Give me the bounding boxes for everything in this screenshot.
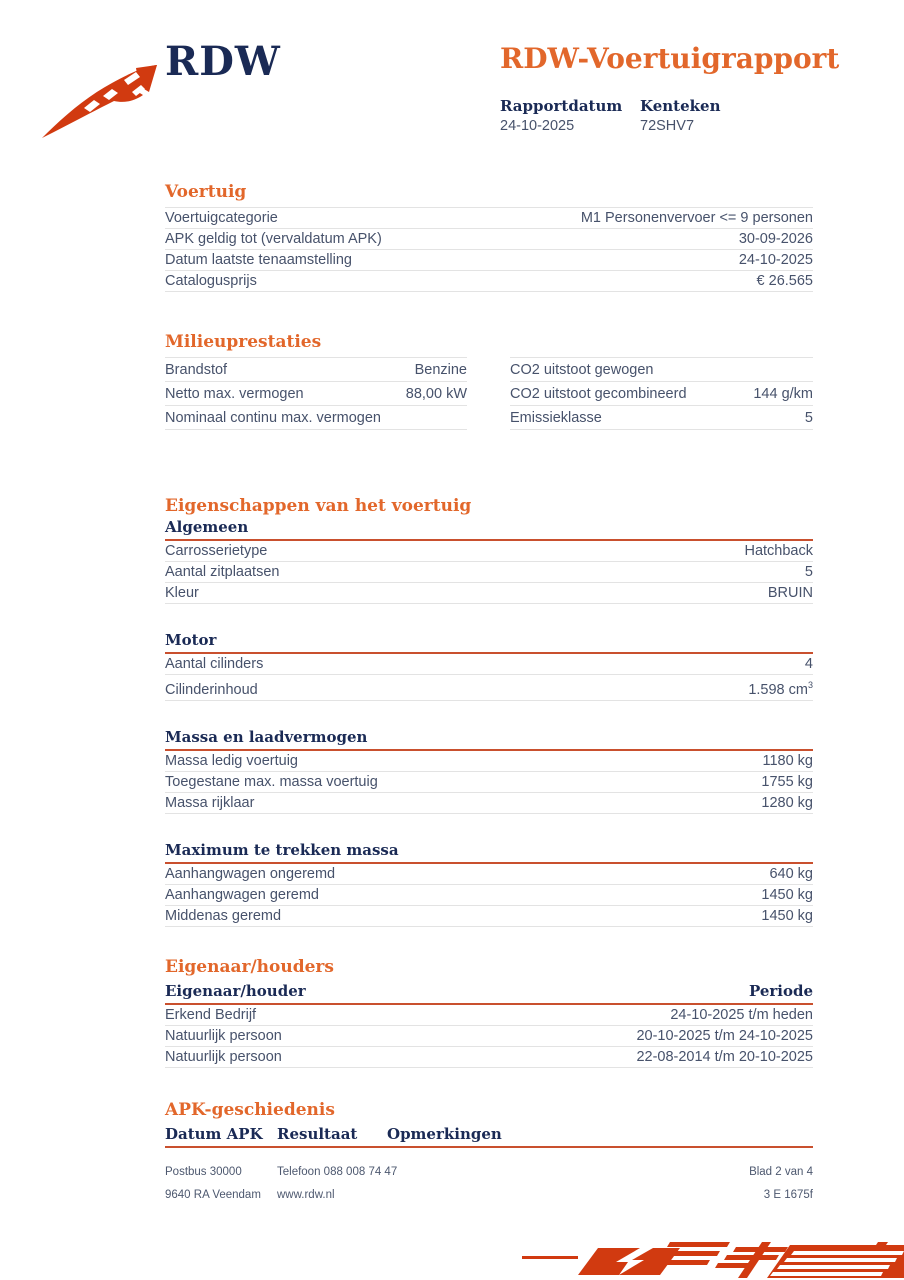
row-label: Datum laatste tenaamstelling	[165, 252, 352, 268]
row-value: 1280 kg	[761, 794, 813, 811]
subsection-motor	[165, 631, 813, 701]
report-date-label: Rapportdatum	[500, 97, 623, 115]
table-row	[165, 675, 813, 701]
subsection-title: Maximum te trekken massa	[165, 841, 813, 864]
speed-lines-graphic	[522, 1238, 904, 1278]
footer-phone: Telefoon 088 008 74 47	[277, 1166, 398, 1178]
row-label: Catalogusprijs	[165, 273, 257, 289]
row-label: Netto max. vermogen	[165, 385, 304, 402]
milieu-left-table	[165, 357, 467, 430]
page-footer	[165, 1166, 813, 1212]
table-row	[165, 541, 813, 562]
row-value: Benzine	[414, 361, 467, 378]
row-label: Aantal cilinders	[165, 656, 264, 672]
row-value: M1 Personenvervoer <= 9 personen	[580, 210, 813, 226]
row-label: Middenas geremd	[165, 907, 282, 924]
section-heading-eigenschappen: Eigenschappen van het voertuig	[165, 496, 472, 516]
row-value: 30-09-2026	[738, 231, 813, 247]
row-label: CO2 uitstoot gecombineerd	[510, 385, 687, 402]
footer-address-line2: 9640 RA Veendam	[165, 1189, 261, 1201]
row-label: Cilinderinhoud	[165, 681, 258, 698]
row-label: Natuurlijk persoon	[165, 1027, 282, 1044]
superscript: 3	[807, 680, 813, 690]
footer-form-code: 3 E 1675f	[763, 1189, 813, 1201]
table-row	[165, 229, 813, 250]
subsection-title: Algemeen	[165, 518, 813, 541]
rdw-feather-logo-icon	[40, 52, 158, 140]
section-milieuprestaties	[165, 332, 813, 430]
row-label: Aanhangwagen ongeremd	[165, 865, 336, 882]
milieu-columns	[165, 357, 813, 430]
row-label: Aantal zitplaatsen	[165, 564, 280, 580]
row-label: Toegestane max. massa voertuig	[165, 773, 378, 790]
footer-website: www.rdw.nl	[277, 1189, 335, 1201]
table-row	[165, 1005, 813, 1026]
column-header-period: Periode	[748, 981, 813, 1000]
row-label: Kleur	[165, 585, 199, 601]
table-row	[165, 357, 467, 382]
subsection-algemeen	[165, 518, 813, 604]
row-value: 24-10-2025	[738, 252, 813, 268]
algemeen-table	[165, 541, 813, 604]
table-row	[165, 793, 813, 814]
table-row	[165, 250, 813, 271]
kenteken-label: Kenteken	[640, 97, 721, 115]
row-label: Erkend Bedrijf	[165, 1006, 257, 1023]
table-row	[165, 772, 813, 793]
table-row	[165, 583, 813, 604]
row-label: APK geldig tot (vervaldatum APK)	[165, 231, 382, 247]
table-row	[165, 654, 813, 675]
row-value: 24-10-2025 t/m heden	[670, 1006, 813, 1023]
section-heading-apk: APK-geschiedenis	[165, 1099, 335, 1120]
section-eigenaar	[165, 957, 813, 1068]
footer-page-number: Blad 2 van 4	[749, 1166, 813, 1178]
kenteken-value: 72SHV7	[640, 118, 695, 134]
subsection-title: Massa en laadvermogen	[165, 728, 813, 751]
row-value: 1180 kg	[762, 752, 813, 769]
massa-table	[165, 751, 813, 814]
section-apk	[165, 1100, 813, 1148]
section-voertuig	[165, 182, 813, 292]
footer-line-2	[165, 1189, 813, 1201]
row-label: Massa ledig voertuig	[165, 752, 298, 769]
motor-table	[165, 654, 813, 701]
report-date-value: 24-10-2025	[500, 118, 575, 134]
row-label: CO2 uitstoot gewogen	[510, 361, 654, 378]
apk-table-header	[165, 1125, 813, 1148]
row-value: 1.598 $cm^3$	[748, 680, 813, 698]
page-title: RDW-Voertuigrapport	[500, 42, 840, 75]
voertuig-table	[165, 207, 813, 292]
row-label: Carrosserietype	[165, 543, 268, 559]
row-label: Emissieklasse	[510, 409, 602, 426]
row-label: Massa rijklaar	[165, 794, 255, 811]
eigenaar-table-header	[165, 982, 813, 1005]
column-header-resultaat: Resultaat	[277, 1124, 358, 1143]
column-header-owner: Eigenaar/houder	[165, 981, 306, 1000]
subsection-massa	[165, 728, 813, 814]
table-row	[165, 1047, 813, 1068]
table-row	[165, 751, 813, 772]
row-value: 640 kg	[769, 865, 813, 882]
row-value: 1755 kg	[761, 773, 813, 790]
table-row	[165, 207, 813, 229]
milieu-right-table	[510, 357, 813, 430]
table-row	[510, 382, 813, 406]
trekken-table	[165, 864, 813, 927]
section-heading-voertuig: Voertuig	[165, 182, 247, 202]
table-row	[510, 406, 813, 430]
column-header-datum-apk: Datum APK	[165, 1124, 263, 1143]
row-value: 4	[804, 656, 813, 672]
row-label: Voertuigcategorie	[165, 210, 278, 226]
table-row	[165, 382, 467, 406]
table-row	[510, 357, 813, 382]
subsection-trekken	[165, 841, 813, 927]
table-row	[165, 406, 467, 430]
subsection-title: Motor	[165, 631, 813, 654]
footer-line-1	[165, 1166, 813, 1178]
row-label: Natuurlijk persoon	[165, 1048, 282, 1065]
row-value: 22-08-2014 t/m 20-10-2025	[636, 1048, 813, 1065]
column-header-opmerkingen: Opmerkingen	[387, 1124, 502, 1143]
row-label: Nominaal continu max. vermogen	[165, 409, 381, 426]
table-row	[165, 885, 813, 906]
row-value: BRUIN	[767, 585, 813, 601]
row-label: Aanhangwagen geremd	[165, 886, 319, 903]
table-row	[165, 864, 813, 885]
section-heading-milieuprestaties: Milieuprestaties	[165, 332, 322, 352]
table-row	[165, 906, 813, 927]
row-value: 144 g/km	[753, 385, 813, 402]
report-body	[165, 182, 813, 1148]
table-row	[165, 1026, 813, 1047]
row-value: 1450 kg	[761, 907, 813, 924]
footer-address-line1: Postbus 30000	[165, 1166, 242, 1178]
row-value: 1450 kg	[761, 886, 813, 903]
row-value: 5	[804, 409, 813, 426]
row-label: Brandstof	[165, 361, 228, 378]
row-value: Hatchback	[744, 543, 813, 559]
section-heading-eigenaar: Eigenaar/houders	[165, 956, 334, 977]
section-eigenschappen	[165, 496, 813, 927]
table-row	[165, 562, 813, 583]
eigenaar-table	[165, 1005, 813, 1068]
row-value: 5	[804, 564, 813, 580]
row-value: 20-10-2025 t/m 24-10-2025	[636, 1027, 813, 1044]
table-row	[165, 271, 813, 292]
row-value: € 26.565	[756, 273, 813, 289]
logo-text: RDW	[165, 38, 281, 85]
row-value: 88,00 kW	[405, 385, 467, 402]
